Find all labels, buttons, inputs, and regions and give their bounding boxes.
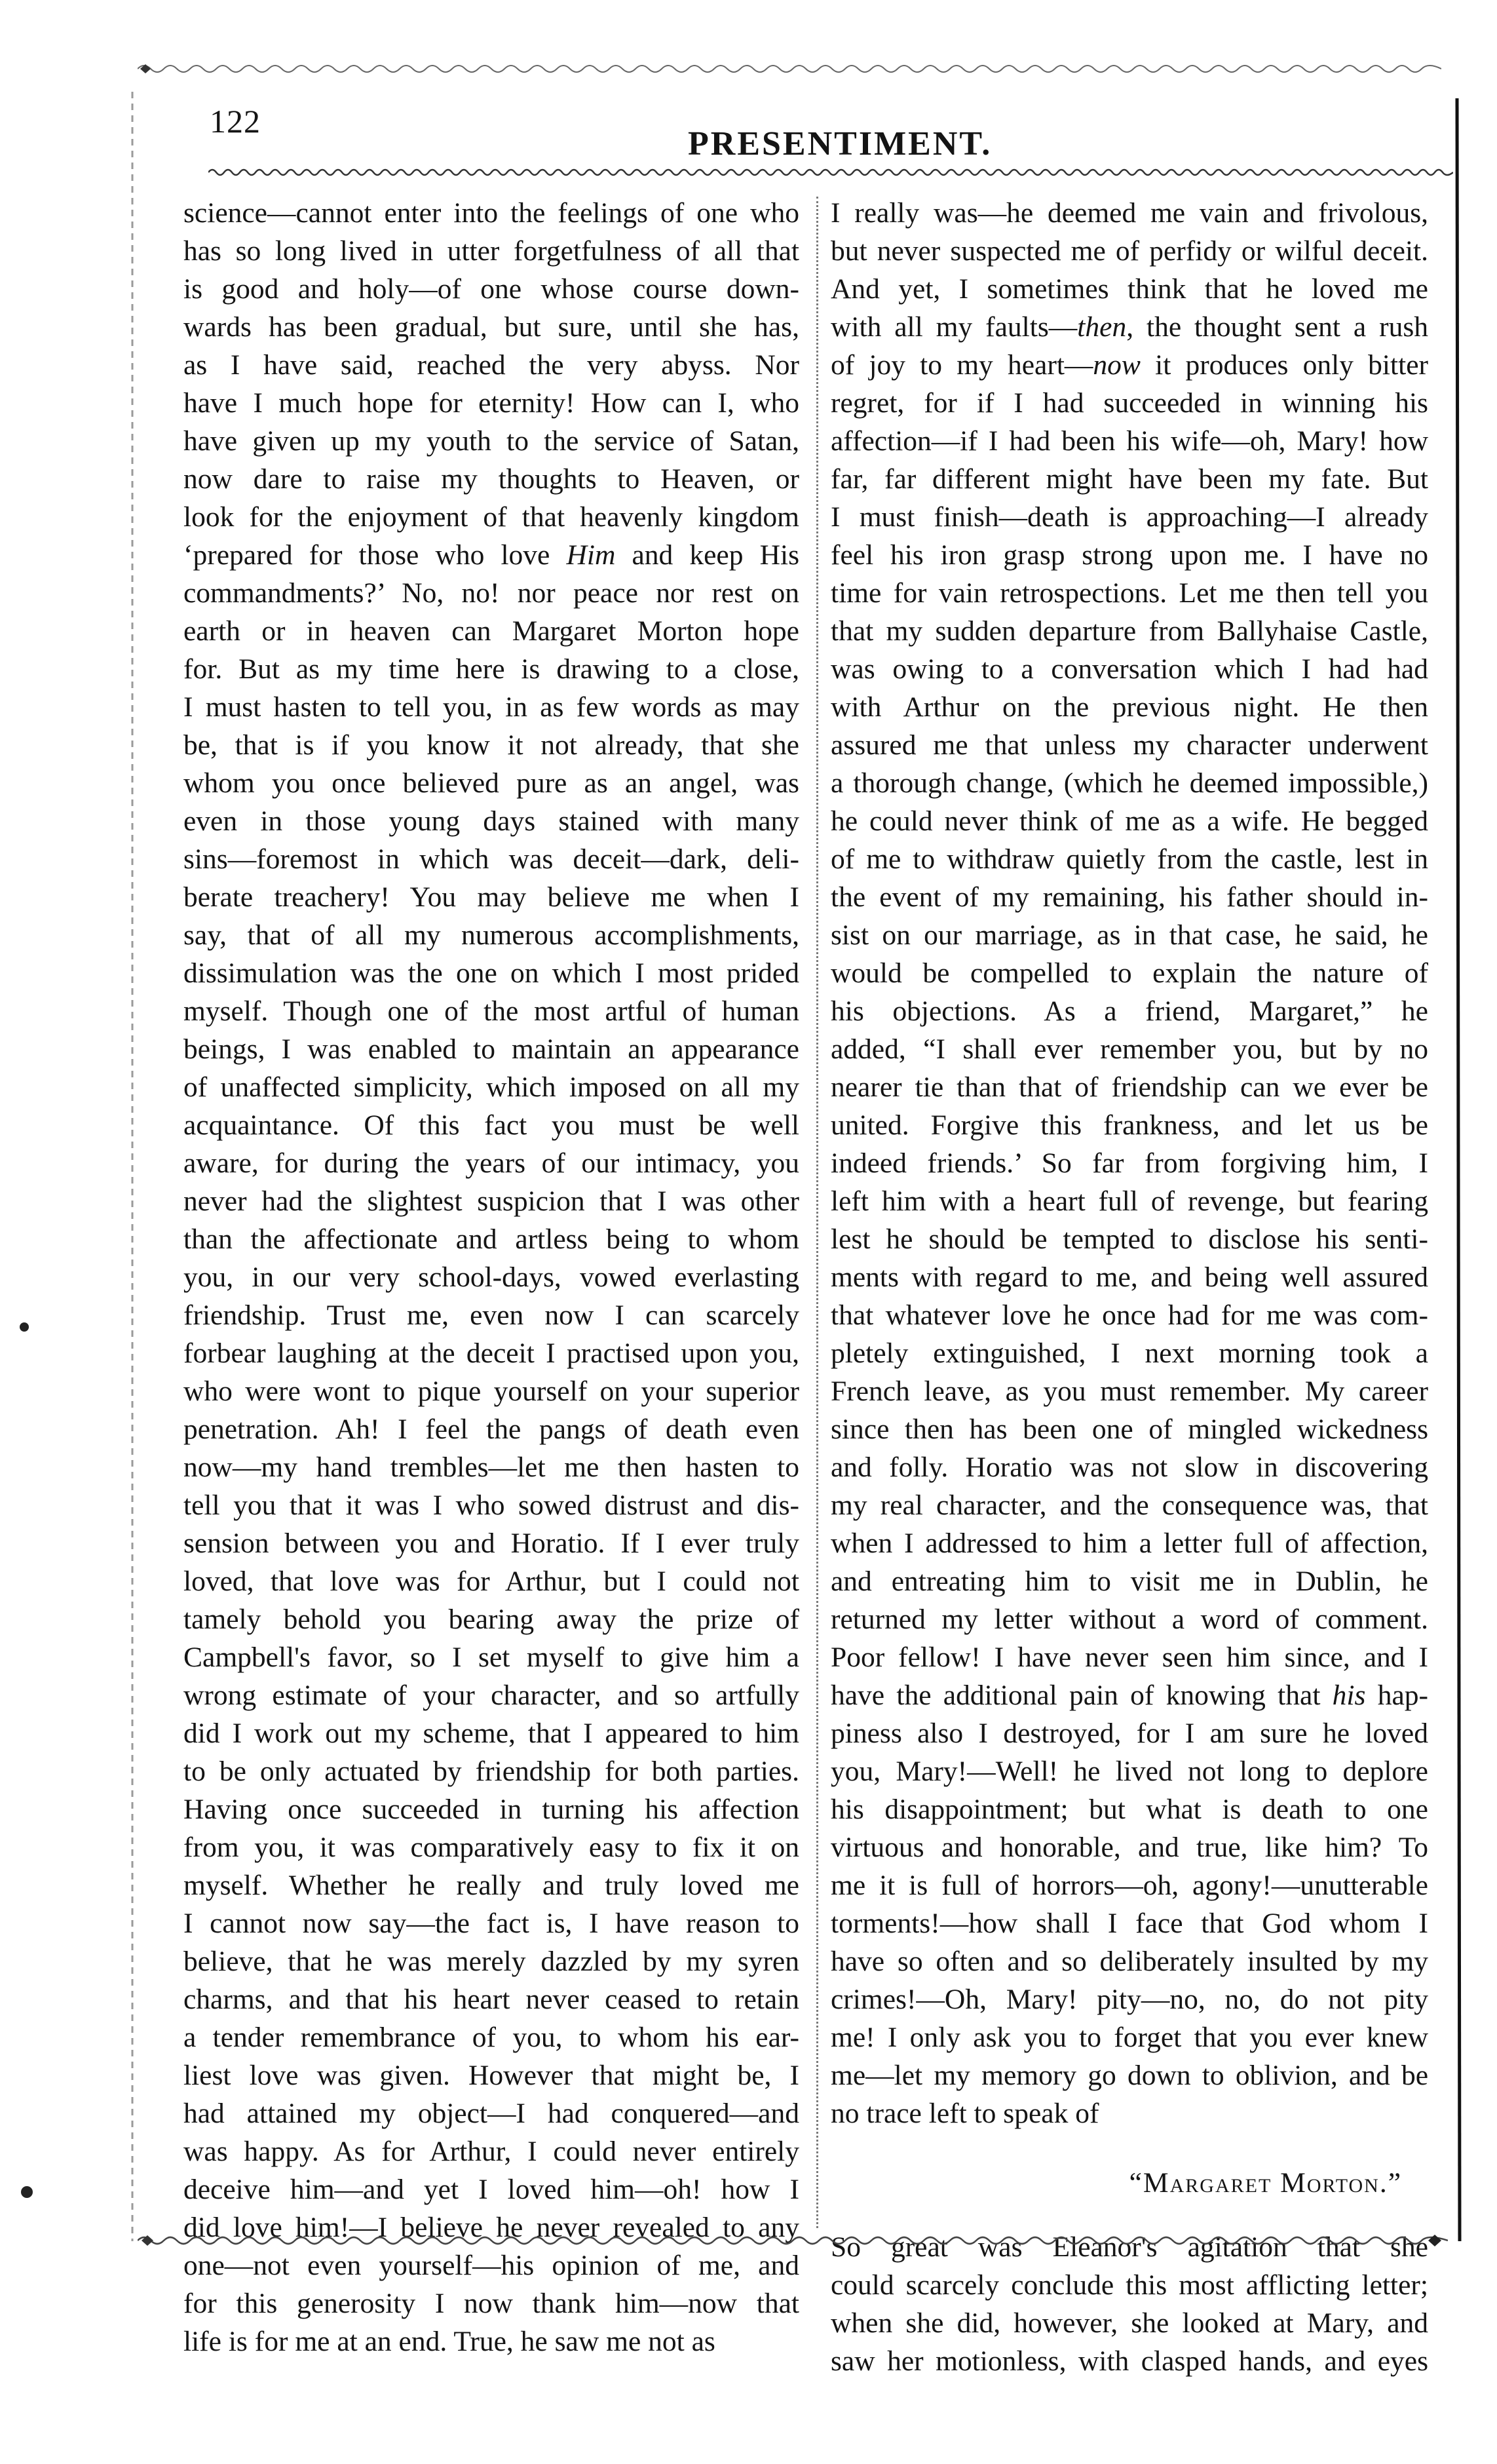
text-line: tamely behold you bearing away the prize of <box>183 1604 799 1635</box>
text-line: far, far different might have been my fate. But <box>831 463 1428 495</box>
text-line: with all my faults—then, the thought sent a rush <box>831 311 1429 343</box>
letter-text <box>831 194 1428 2132</box>
text-line: a thorough change, (which he deemed impossible,) <box>831 767 1428 799</box>
text-line: ‘prepared for those who love Him and keep His <box>183 539 800 571</box>
left-border-rule <box>124 92 140 2241</box>
text-line: the event of my remaining, his father should in- <box>831 881 1428 913</box>
text-line: who were wont to pique yourself on your superior <box>183 1376 799 1407</box>
text-line: sist on our marriage, as in that case, he said, he <box>831 919 1428 951</box>
text-line: to be only actuated by friendship for both parties. <box>183 1756 799 1787</box>
text-line: even in those young days stained with many <box>183 805 799 837</box>
text-line: nearer tie than that of friendship can we ever be <box>831 1071 1428 1103</box>
right-text-column <box>831 194 1428 2380</box>
text-line: lest he should be tempted to disclose his senti- <box>831 1223 1428 1255</box>
text-line: deceive him—and yet I loved him—oh! how I <box>183 2174 799 2205</box>
text-line: science—cannot enter into the feelings of one who <box>183 197 799 229</box>
text-line: I cannot now say—the fact is, I have reason to <box>183 1908 799 1939</box>
text-line: have so often and so deliberately insulted by my <box>831 1946 1428 1977</box>
margin-ink-dot <box>20 1322 29 1332</box>
text-line: you, Mary!—Well! he lived not long to deplore <box>831 1756 1428 1787</box>
text-line: crimes!—Oh, Mary! pity—no, no, do not pity <box>831 1984 1428 2015</box>
running-title: PRESENTIMENT. <box>688 125 993 163</box>
text-line: I really was—he deemed me vain and frivolous, <box>831 197 1428 229</box>
text-line: of me to withdraw quietly from the castle, lest in <box>831 843 1428 875</box>
text-line: wards has been gradual, but sure, until she has, <box>183 311 799 343</box>
text-line: for this generosity I now thank him—now that <box>183 2288 799 2319</box>
text-line: look for the enjoyment of that heavenly kingdom <box>183 501 799 533</box>
text-line: aware, for during the years of our intimacy, you <box>183 1147 799 1179</box>
text-line: that my sudden departure from Ballyhaise Castle, <box>831 615 1428 647</box>
column-divider <box>816 197 822 2228</box>
text-line: now dare to raise my thoughts to Heaven, or <box>183 463 799 495</box>
text-line: myself. Whether he really and truly loved me <box>183 1870 799 1901</box>
text-line: since then has been one of mingled wickedness <box>831 1414 1428 1445</box>
text-line: ments with regard to me, and being well assured <box>831 1261 1428 1293</box>
text-line: as I have said, reached the very abyss. Nor <box>183 349 799 381</box>
right-border-rule <box>1448 98 1468 2241</box>
text-line: have I much hope for eternity! How can I, who <box>183 387 799 419</box>
text-line: of unaffected simplicity, which imposed on all my <box>183 1071 799 1103</box>
text-line: piness also I destroyed, for I am sure he loved <box>831 1718 1428 1749</box>
text-line: no trace left to speak of <box>831 2098 1099 2129</box>
text-line: with Arthur on the previous night. He then <box>831 691 1428 723</box>
page-number: 122 <box>210 103 261 140</box>
text-line: I must finish—death is approaching—I already <box>831 501 1428 533</box>
left-text-column <box>183 194 799 2360</box>
text-line: commandments?’ No, no! nor peace nor rest on <box>183 577 799 609</box>
text-line: his objections. As a friend, Margaret,” he <box>831 995 1428 1027</box>
text-line: charms, and that his heart never ceased to retain <box>183 1984 799 2015</box>
text-line: have the additional pain of knowing that his hap- <box>831 1680 1428 1711</box>
text-line: when I addressed to him a letter full of affection, <box>831 1528 1428 1559</box>
text-line: torments!—how shall I face that God whom I <box>831 1908 1428 1939</box>
text-line: believe, that he was merely dazzled by my syren <box>183 1946 799 1977</box>
text-line: forbear laughing at the deceit I practised upon you, <box>183 1338 799 1369</box>
text-line: French leave, as you must remember. My career <box>831 1376 1428 1407</box>
text-line: had attained my object—I had conquered—and <box>183 2098 799 2129</box>
text-line: virtuous and honorable, and true, like him? To <box>831 1832 1428 1863</box>
text-line: and entreating him to visit me in Dublin, he <box>831 1566 1428 1597</box>
text-line: wrong estimate of your character, and so artfully <box>183 1680 799 1711</box>
text-line: was happy. As for Arthur, I could never entirely <box>183 2136 799 2167</box>
text-line: sins—foremost in which was deceit—dark, deli- <box>183 843 799 875</box>
text-line: myself. Though one of the most artful of human <box>183 995 799 1027</box>
text-line: affection—if I had been his wife—oh, Mary! how <box>831 425 1428 457</box>
text-line: my real character, and the consequence was, that <box>831 1490 1428 1521</box>
text-line: beings, I was enabled to maintain an appearance <box>183 1033 799 1065</box>
text-line: left him with a heart full of revenge, but fearing <box>831 1185 1428 1217</box>
text-line: is good and holy—of one whose course down- <box>183 273 799 305</box>
text-line: now—my hand trembles—let me then hasten to <box>183 1452 799 1483</box>
text-line: be, that is if you know it not already, that she <box>183 729 799 761</box>
text-line: Poor fellow! I have never seen him since, and I <box>831 1642 1428 1673</box>
text-line: loved, that love was for Arthur, but I could not <box>183 1566 799 1597</box>
text-line: a tender remembrance of you, to whom his ear- <box>183 2022 799 2053</box>
text-line: me! I only ask you to forget that you ever knew <box>831 2022 1428 2053</box>
letter-signature: “Margaret Morton.” <box>1129 2167 1402 2199</box>
text-line: Campbell's favor, so I set myself to give him a <box>183 1642 799 1673</box>
text-line: me it is full of horrors—oh, agony!—unutterable <box>831 1870 1428 1901</box>
text-line: assured me that unless my character underwent <box>831 729 1428 761</box>
text-line: saw her motionless, with clasped hands, and eyes <box>831 2345 1428 2377</box>
text-line: of joy to my heart—now it produces only bitter <box>831 349 1428 381</box>
text-line: tell you that it was I who sowed distrust and dis- <box>183 1490 799 1521</box>
text-line: earth or in heaven can Margaret Morton hope <box>183 615 799 647</box>
text-line: but never suspected me of perfidy or wilful deceit. <box>831 235 1428 267</box>
text-line: one—not even yourself—his opinion of me, and <box>183 2250 799 2281</box>
text-line: berate treachery! You may believe me when I <box>183 881 799 913</box>
text-line: sension between you and Horatio. If I ever truly <box>183 1528 799 1559</box>
text-line: when she did, however, she looked at Mary, and <box>831 2307 1428 2339</box>
text-line: for. But as my time here is drawing to a close, <box>183 653 799 685</box>
text-line: than the affectionate and artless being to whom <box>183 1223 799 1255</box>
text-line: from you, it was comparatively easy to fix it on <box>183 1832 799 1863</box>
text-line: I must hasten to tell you, in as few words as may <box>183 691 799 723</box>
text-line: have given up my youth to the service of Satan, <box>183 425 799 457</box>
text-line: did I work out my scheme, that I appeared to him <box>183 1718 799 1749</box>
text-line: So great was Eleanor's agitation that she <box>831 2231 1428 2263</box>
text-line: life is for me at an end. True, he saw me not as <box>183 2326 715 2357</box>
text-line: added, “I shall ever remember you, but by no <box>831 1033 1428 1065</box>
margin-ink-dot <box>21 2186 33 2198</box>
text-line: Having once succeeded in turning his affection <box>183 1794 799 1825</box>
text-line: united. Forgive this frankness, and let us be <box>831 1109 1428 1141</box>
text-line: say, that of all my numerous accomplishments, <box>183 919 799 951</box>
header-wavy-rule <box>208 164 1453 181</box>
text-line: me—let my memory go down to oblivion, and be <box>831 2060 1428 2091</box>
text-line: you, in our very school-days, vowed everlasting <box>183 1261 799 1293</box>
text-line: whom you once believed pure as an angel, was <box>183 767 799 799</box>
text-line: penetration. Ah! I feel the pangs of death even <box>183 1414 799 1445</box>
text-line: and folly. Horatio was not slow in discovering <box>831 1452 1428 1483</box>
text-line: feel his iron grasp strong upon me. I have no <box>831 539 1428 571</box>
text-line: his disappointment; but what is death to one <box>831 1794 1428 1825</box>
text-line: that whatever love he once had for me was com- <box>831 1299 1428 1331</box>
text-line: friendship. Trust me, even now I can scarcely <box>183 1299 799 1331</box>
text-line: never had the slightest suspicion that I was other <box>183 1185 799 1217</box>
text-line: dissimulation was the one on which I most prided <box>183 957 799 989</box>
text-line: would be compelled to explain the nature of <box>831 957 1428 989</box>
text-line: did love him!—I believe he never revealed to any <box>183 2212 799 2243</box>
text-line: indeed friends.’ So far from forgiving him, I <box>831 1147 1428 1179</box>
top-ornamental-rule <box>138 60 1441 77</box>
text-line: liest love was given. However that might be, I <box>183 2060 799 2091</box>
text-line: pletely extinguished, I next morning took a <box>831 1338 1428 1369</box>
text-line: could scarcely conclude this most afflicting letter; <box>831 2269 1428 2301</box>
text-line: returned my letter without a word of comment. <box>831 1604 1428 1635</box>
text-line: acquaintance. Of this fact you must be well <box>183 1109 799 1141</box>
text-line: has so long lived in utter forgetfulness of all that <box>183 235 799 267</box>
text-line: time for vain retrospections. Let me then tell you <box>831 577 1428 609</box>
text-line: regret, for if I had succeeded in winning his <box>831 387 1428 419</box>
text-line: was owing to a conversation which I had had <box>831 653 1428 685</box>
text-line: And yet, I sometimes think that he loved me <box>831 273 1428 305</box>
text-line: he could never think of me as a wife. He begged <box>831 805 1428 837</box>
bottom-ornamental-rule <box>138 2229 1448 2252</box>
